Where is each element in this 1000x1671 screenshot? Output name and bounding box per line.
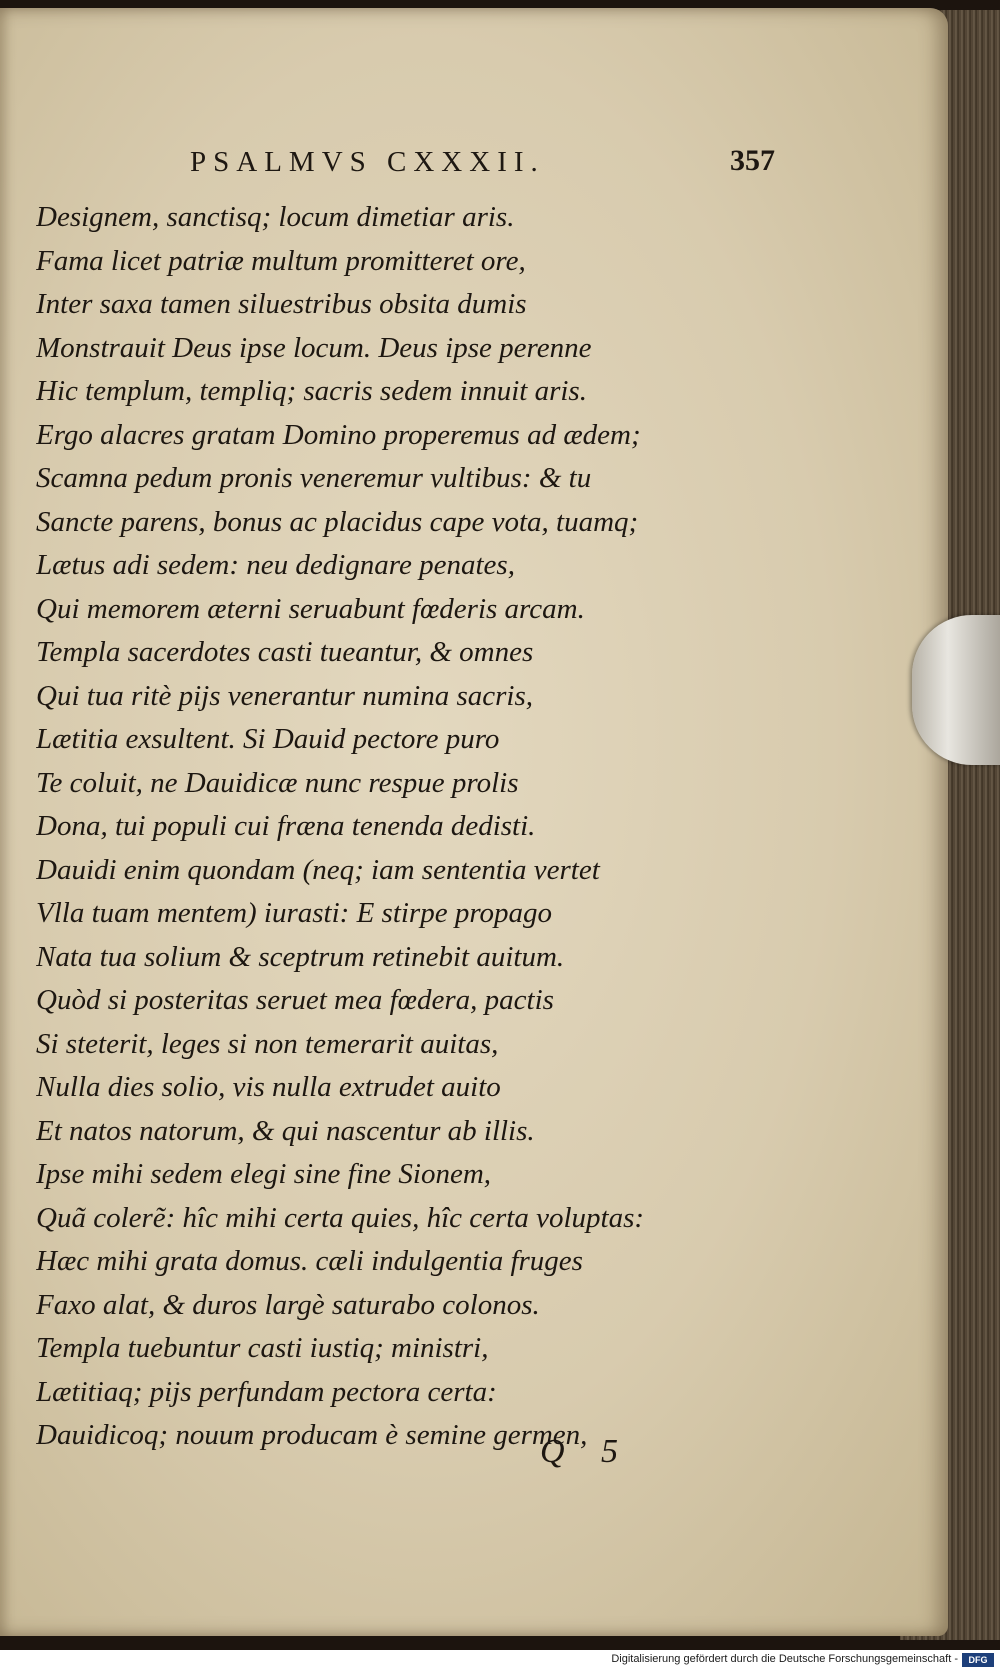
signature-mark: Q 5 xyxy=(540,1433,633,1470)
verse-line: Qui tua ritè pijs venerantur numina sacris, xyxy=(36,679,534,712)
verse-line: Quã colerẽ: hîc mihi certa quies, hîc certa voluptas: xyxy=(36,1201,645,1234)
verse-text xyxy=(36,196,896,1458)
verse-line: Dauidi enim quondam (neq; iam sententia vertet xyxy=(36,853,600,886)
verse-line: Inter saxa tamen siluestribus obsita dumis xyxy=(36,288,527,320)
verse-line: Templa sacerdotes casti tueantur, & omnes xyxy=(36,636,534,668)
funding-note: Digitalisierung gefördert durch die Deutsche Forschungsgemeinschaft - xyxy=(611,1653,958,1665)
verse-line: Lætitia exsultent. Si Dauid pectore puro xyxy=(36,723,500,755)
verse-line: Scamna pedum pronis veneremur vultibus: & tu xyxy=(36,462,592,494)
verse-line: Monstrauit Deus ipse locum. Deus ipse perenne xyxy=(36,331,592,364)
verse-line: Designem, sanctisq; locum dimetiar aris. xyxy=(36,201,515,233)
page-clip xyxy=(912,615,1000,765)
book-page xyxy=(0,8,948,1636)
verse-line: Lætus adi sedem: neu dedignare penates, xyxy=(36,549,515,581)
page-header xyxy=(190,146,790,186)
verse-line: Si steterit, leges si non temerarit auitas, xyxy=(36,1027,499,1060)
footer xyxy=(0,1650,1000,1671)
verse-line: Te coluit, ne Dauidicæ nunc respue prolis xyxy=(36,766,519,799)
verse-line: Ipse mihi sedem elegi sine fine Sionem, xyxy=(36,1158,492,1190)
verse-line: Sancte parens, bonus ac placidus cape vota, tuamq; xyxy=(36,505,639,538)
verse-line: Vlla tuam mentem) iurasti: E stirpe propago xyxy=(36,897,553,929)
verse-line: Dona, tui populi cui fræna tenenda dedisti. xyxy=(36,810,536,842)
verse-line: Nata tua solium & sceptrum retinebit auitum. xyxy=(36,940,565,973)
page-number: 357 xyxy=(730,144,775,177)
verse-line: Fama licet patriæ multum promitteret ore, xyxy=(36,244,526,277)
verse-line: Hic templum, templiq; sacris sedem innuit aris. xyxy=(36,375,587,407)
verse-line: Nulla dies solio, vis nulla extrudet auito xyxy=(36,1071,501,1103)
verse-line: Qui memorem æterni seruabunt fœderis arcam. xyxy=(36,592,585,625)
verse-line: Quòd si posteritas seruet mea fœdera, pactis xyxy=(36,984,554,1016)
verse-line: Et natos natorum, & qui nascentur ab illis. xyxy=(36,1114,535,1147)
verse-line: Templa tuebuntur casti iustiq; ministri, xyxy=(36,1332,489,1364)
verse-line: Faxo alat, & duros largè saturabo colonos. xyxy=(36,1288,540,1321)
dfg-logo: DFG xyxy=(962,1653,994,1667)
verse-line: Ergo alacres gratam Domino properemus ad ædem; xyxy=(36,418,641,451)
verse-line: Dauidicoq; nouum producam è semine germen, xyxy=(36,1419,588,1451)
verse-line: Hæc mihi grata domus. cæli indulgentia fruges xyxy=(36,1245,583,1277)
running-title: PSALMVS CXXXII. xyxy=(190,146,545,178)
verse-line: Lætitiaq; pijs perfundam pectora certa: xyxy=(36,1375,497,1408)
